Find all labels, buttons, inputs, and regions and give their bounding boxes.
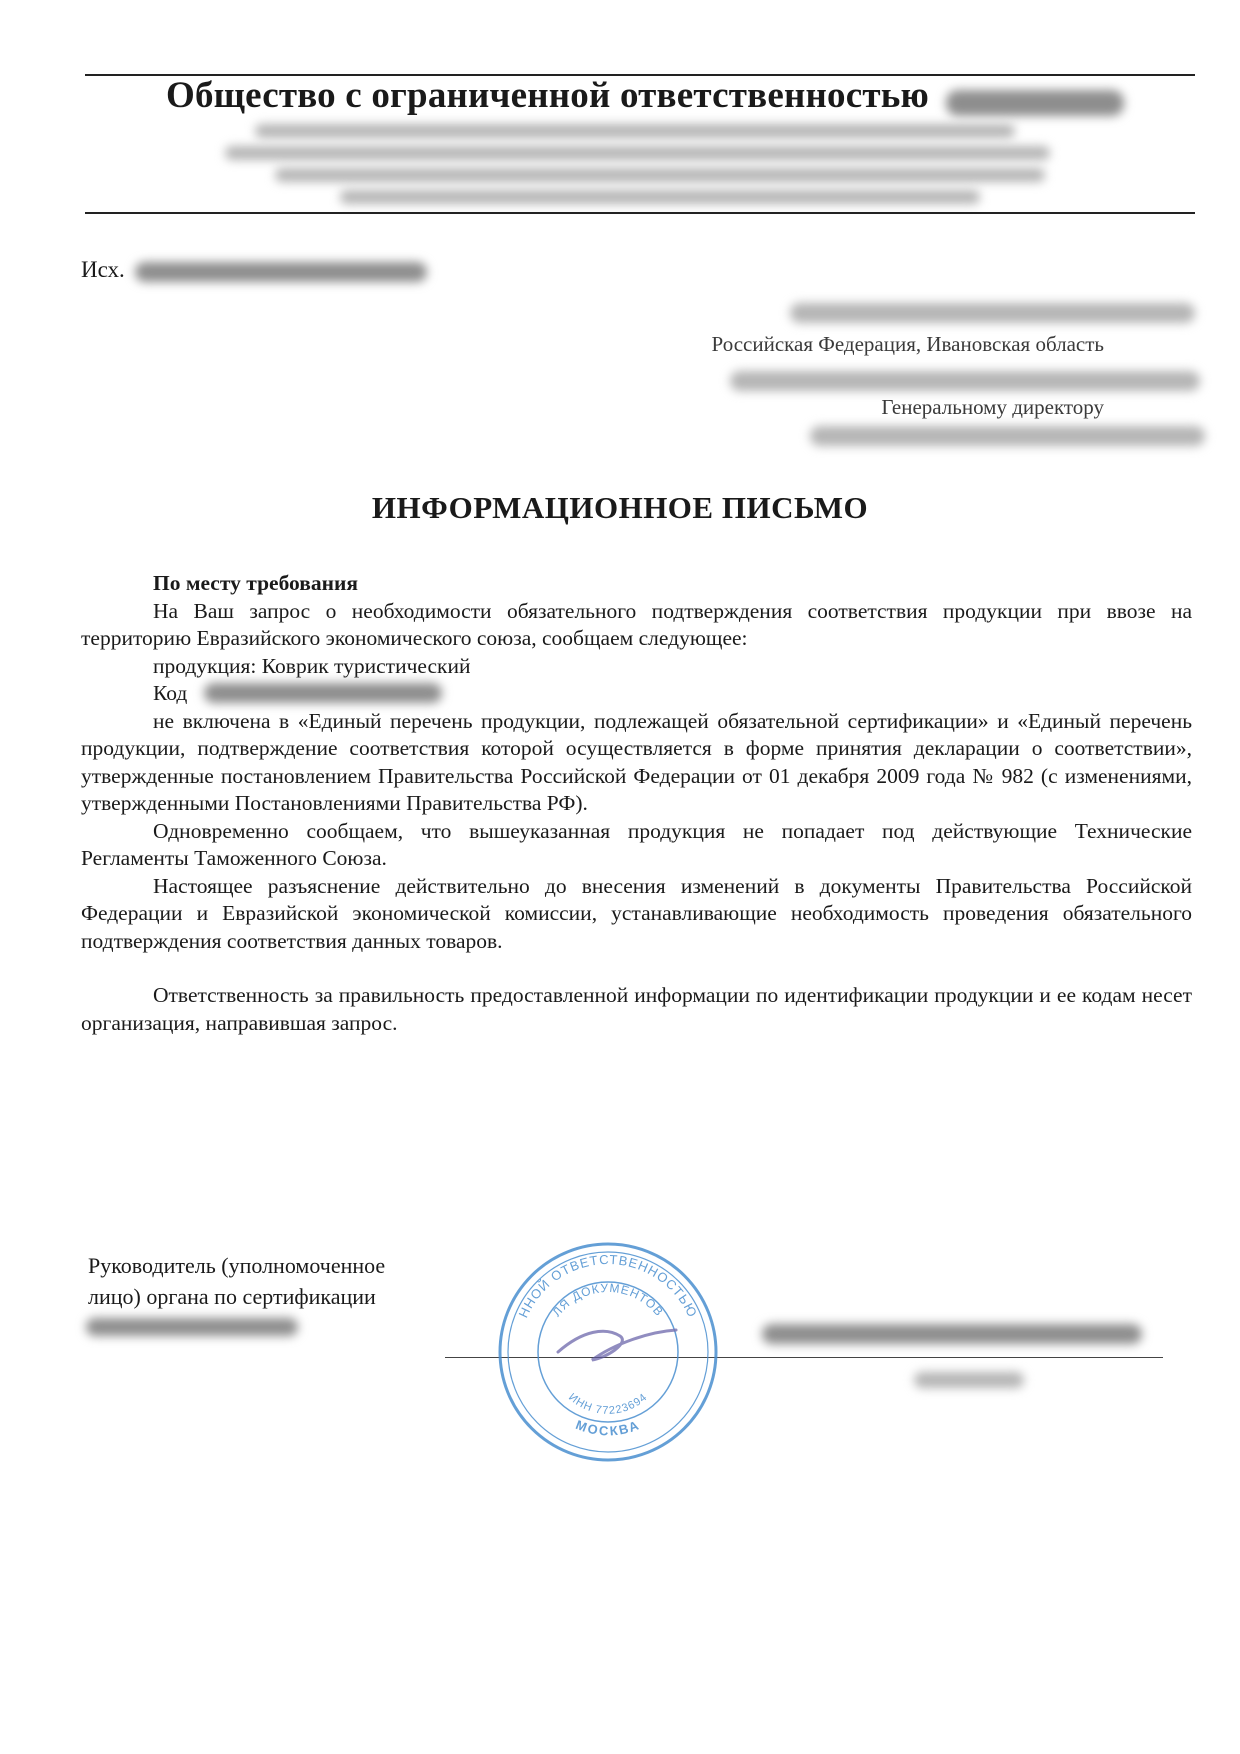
redacted-signer-name (762, 1324, 1142, 1344)
stamp-inn-text: ИНН 77223694 (566, 1391, 650, 1417)
redacted-org-details-line-1 (255, 124, 1015, 138)
paragraph-validity: Настоящее разъяснение действительно до внесения изменений в документы Правительства Российской Федерации и Евразийской экономической комиссии, устанавливающие необходимость проведения обязательного подтверждения соответствия данных товаров. (81, 873, 1192, 953)
signer-title-line-2: лицо) органа по сертификации (88, 1284, 376, 1309)
redacted-outgoing-ref (135, 262, 427, 282)
letterhead-bottom-rule (85, 212, 1195, 214)
svg-text:ИНН 77223694 (566, 1391, 650, 1417)
addressee-position: Генеральному директору (881, 395, 1104, 419)
paragraph-not-included: не включена в «Единый перечень продукции, подлежащей обязательной сертификации» и «Единый перечень продукции, подтверждение соответствия которой осуществляется в форме принятия декларации о соответствии», утвержденные постановлением Правительства Российской Федерации от 01 декабря 2009 года № 982 (с изменениями, утвержденными Постановлениями Правительства РФ). (81, 708, 1192, 815)
organization-title: Общество с ограниченной ответственностью (166, 75, 929, 116)
to-whom-heading: По месту требования (153, 571, 359, 595)
stamp-city-text: МОСКВА (573, 1416, 643, 1439)
signer-title-line-1: Руководитель (уполномоченное (88, 1253, 386, 1278)
stamp-handwritten-signature (558, 1330, 676, 1360)
document-title: ИНФОРМАЦИОННОЕ ПИСЬМО (371, 490, 869, 525)
redacted-addressee-address (730, 371, 1200, 391)
redacted-org-details-line-3 (275, 168, 1045, 182)
paragraph-regulations: Одновременно сообщаем, что вышеуказанная продукция не попадает под действующие Технические Регламенты Таможенного Союза. (81, 818, 1192, 870)
redacted-org-details-line-2 (225, 146, 1050, 160)
addressee-country-region: Российская Федерация, Ивановская область (711, 332, 1104, 356)
redacted-code (204, 683, 442, 703)
stamp-inner-text: ЛЯ ДОКУМЕНТОВ (549, 1280, 667, 1320)
svg-text:МОСКВА (574, 1417, 643, 1439)
redacted-signer-id (86, 1318, 298, 1336)
code-label: Код (153, 681, 188, 705)
redacted-addressee-name (810, 426, 1205, 446)
outgoing-ref-label: Исх. (81, 257, 125, 282)
company-stamp (488, 1232, 728, 1472)
redacted-org-details-line-4 (340, 190, 980, 204)
signer-title (88, 1250, 385, 1312)
redacted-addressee-company (790, 303, 1195, 323)
paragraph-gap (81, 955, 1192, 982)
product-line: продукция: Коврик туристический (153, 653, 471, 678)
svg-text:ЛЯ ДОКУМЕНТОВ (550, 1281, 667, 1319)
paragraph-request: На Ваш запрос о необходимости обязательного подтверждения соответствия продукции при ввозе на территорию Евразийского экономического союза, сообщаем следующее: (81, 598, 1192, 650)
letter-body (81, 570, 1192, 1037)
code-line (81, 680, 1192, 708)
stamp-outer-text: ННОЙ ОТВЕТСТВЕННОСТЬЮ (515, 1251, 701, 1321)
redacted-org-name (946, 90, 1124, 116)
redacted-signer-initials (914, 1372, 1024, 1388)
paragraph-responsibility: Ответственность за правильность предоставленной информации по идентификации продукции и ее кодам несет организация, направившая запрос. (81, 983, 1192, 1035)
